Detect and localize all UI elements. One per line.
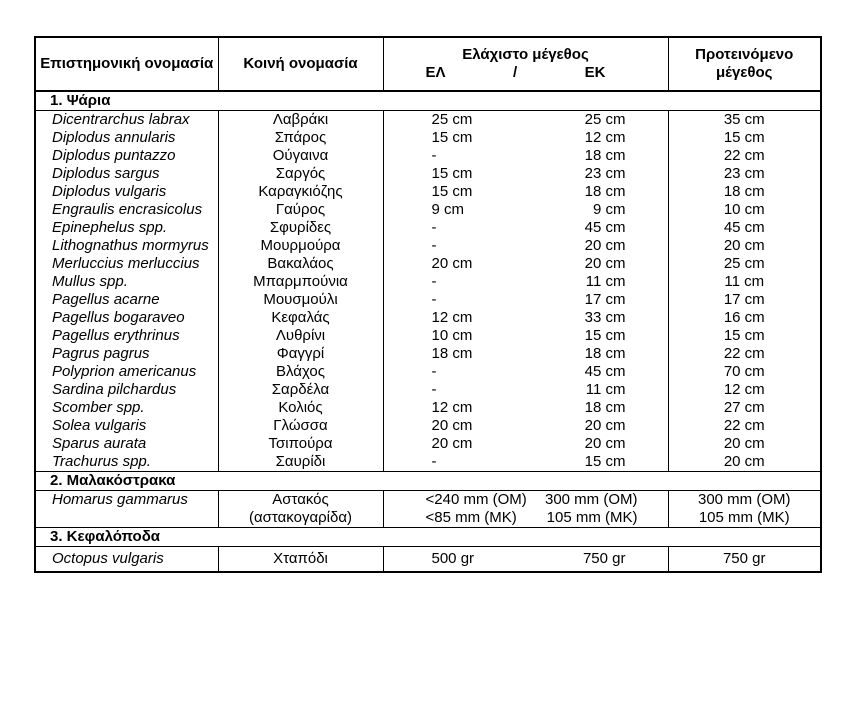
recommended-size: 18 cm <box>723 183 765 200</box>
common-name: Γαύρος <box>275 201 326 218</box>
table-row <box>35 417 821 435</box>
minimum-size-cell <box>383 147 668 165</box>
min-size-ek: 750 gr <box>582 550 626 567</box>
common-name-cell <box>218 363 383 381</box>
recommended-size-cell <box>668 309 821 327</box>
table-row <box>35 309 821 327</box>
minimum-size-cell <box>383 363 668 381</box>
minimum-size-cell <box>383 291 668 309</box>
min-size-el: - <box>431 381 437 398</box>
scientific-name-cell: Diplodus vulgaris <box>35 183 218 201</box>
common-name-cell <box>218 547 383 573</box>
recommended-size: 300 mm (ΟΜ) <box>697 491 791 508</box>
minimum-size-values <box>384 363 668 381</box>
recommended-size: 45 cm <box>723 219 765 236</box>
min-size-el: 15 cm <box>431 183 473 200</box>
recommended-size-cell <box>668 381 821 399</box>
common-name-cell <box>218 309 383 327</box>
min-size-el: 18 cm <box>431 345 473 362</box>
common-name-cell <box>218 399 383 417</box>
recommended-size: 15 cm <box>723 327 765 344</box>
common-name-cell <box>218 219 383 237</box>
minimum-size-values-2 <box>384 509 668 527</box>
common-name-note: (αστακογαρίδα) <box>248 509 353 526</box>
min-size-ek: 18 cm <box>584 399 626 416</box>
header-scientific-name: Επιστημονική ονομασία <box>35 37 218 91</box>
recommended-size: 25 cm <box>723 255 765 272</box>
min-size-el: - <box>431 237 437 254</box>
min-size-el: 15 cm <box>431 129 473 146</box>
minimum-size-values <box>384 435 668 453</box>
table-row <box>35 147 821 165</box>
minimum-size-cell <box>383 417 668 435</box>
minimum-size-values <box>384 417 668 435</box>
min-size-el: 12 cm <box>431 309 473 326</box>
common-name-cell <box>218 129 383 147</box>
table-row <box>35 165 821 183</box>
min-size-ek: 18 cm <box>584 345 626 362</box>
common-name-cell <box>218 381 383 399</box>
recommended-size: 20 cm <box>723 237 765 254</box>
recommended-size-cell <box>668 327 821 345</box>
header-minimum-size-sub <box>384 64 668 82</box>
common-name-cell <box>218 291 383 309</box>
min-size-el: <240 mm (ΟΜ) <box>425 491 527 508</box>
common-name: Μουσμούλι <box>263 291 338 308</box>
fish-size-table-container <box>34 36 820 573</box>
common-name: Μουρμούρα <box>260 237 341 254</box>
minimum-size-values <box>384 550 668 568</box>
minimum-size-cell <box>383 165 668 183</box>
minimum-size-values <box>384 327 668 345</box>
common-name-cell <box>218 111 383 130</box>
minimum-size-cell <box>383 327 668 345</box>
recommended-size-cell <box>668 399 821 417</box>
section-title: 2. Μαλακόστρακα <box>35 472 821 491</box>
common-name: Βλάχος <box>276 363 325 380</box>
common-name-cell <box>218 435 383 453</box>
minimum-size-cell <box>383 309 668 327</box>
scientific-name-cell: Lithognathus mormyrus <box>35 237 218 255</box>
min-size-el: 12 cm <box>431 399 473 416</box>
recommended-size-cell <box>668 417 821 435</box>
scientific-name-cell: Pagellus acarne <box>35 291 218 309</box>
common-name: Χταπόδι <box>273 550 328 567</box>
recommended-size-cell <box>668 219 821 237</box>
recommended-size-cell <box>668 237 821 255</box>
header-common-name: Κοινή ονομασία <box>218 37 383 91</box>
section-header-row <box>35 472 821 491</box>
recommended-size-cell <box>668 453 821 472</box>
recommended-size: 70 cm <box>723 363 765 380</box>
recommended-size: 23 cm <box>723 165 765 182</box>
scientific-name-cell: Pagrus pagrus <box>35 345 218 363</box>
scientific-name-cell: Octopus vulgaris <box>35 547 218 573</box>
table-row <box>35 255 821 273</box>
min-size-ek: 18 cm <box>584 147 626 164</box>
minimum-size-values <box>384 291 668 309</box>
recommended-size: 22 cm <box>723 345 765 362</box>
header-minimum-size <box>383 37 668 91</box>
scientific-name-cell: Sparus aurata <box>35 435 218 453</box>
scientific-name-cell: Homarus gammarus <box>35 491 218 528</box>
recommended-size: 10 cm <box>723 201 765 218</box>
common-name: Σαρδέλα <box>271 381 330 398</box>
minimum-size-values <box>384 165 668 183</box>
recommended-size: 20 cm <box>723 453 765 470</box>
common-name: Σφυρίδες <box>269 219 332 236</box>
common-name: Γλώσσα <box>273 417 328 434</box>
common-name-cell <box>218 417 383 435</box>
minimum-size-values <box>384 183 668 201</box>
min-size-el: 9 cm <box>431 201 465 218</box>
minimum-size-values <box>384 345 668 363</box>
minimum-size-cell <box>383 255 668 273</box>
min-size-ek: 18 cm <box>584 183 626 200</box>
scientific-name-cell: Diplodus sargus <box>35 165 218 183</box>
header-recommended-size: Προτεινόμενο μέγεθος <box>668 37 821 91</box>
min-size-el: 25 cm <box>431 111 473 128</box>
minimum-size-cell <box>383 237 668 255</box>
recommended-size: 750 gr <box>722 550 766 567</box>
scientific-name-cell: Dicentrarchus labrax <box>35 111 218 130</box>
common-name: Τσιπούρα <box>268 435 333 452</box>
min-size-el: - <box>431 147 437 164</box>
minimum-size-values <box>384 147 668 165</box>
recommended-size-cell <box>668 183 821 201</box>
recommended-size: 15 cm <box>723 129 765 146</box>
section-header-row <box>35 91 821 111</box>
min-size-el: 20 cm <box>431 255 473 272</box>
min-size-ek: 15 cm <box>584 327 626 344</box>
recommended-size-cell <box>668 345 821 363</box>
scientific-name-cell: Epinephelus spp. <box>35 219 218 237</box>
recommended-size-cell <box>668 363 821 381</box>
minimum-size-cell <box>383 111 668 130</box>
common-name: Καραγκιόζης <box>258 183 343 200</box>
min-size-el: - <box>431 273 437 290</box>
minimum-size-values <box>384 219 668 237</box>
scientific-name-cell: Polyprion americanus <box>35 363 218 381</box>
minimum-size-values <box>384 399 668 417</box>
common-name-cell <box>218 165 383 183</box>
min-size-ek: 12 cm <box>584 129 626 146</box>
min-size-ek: 20 cm <box>584 237 626 254</box>
minimum-size-cell <box>383 435 668 453</box>
table-row <box>35 291 821 309</box>
scientific-name-cell: Merluccius merluccius <box>35 255 218 273</box>
section-title: 3. Κεφαλόποδα <box>35 528 821 547</box>
minimum-size-cell <box>383 491 668 528</box>
common-name-cell <box>218 273 383 291</box>
header-separator: / <box>513 64 518 81</box>
recommended-size: 12 cm <box>723 381 765 398</box>
common-name-cell <box>218 183 383 201</box>
min-size-ek: 20 cm <box>584 417 626 434</box>
recommended-size-2: 105 mm (ΜΚ) <box>698 509 790 526</box>
scientific-name-cell: Pagellus bogaraveo <box>35 309 218 327</box>
scientific-name-cell: Diplodus annularis <box>35 129 218 147</box>
common-name-cell <box>218 345 383 363</box>
min-size-ek: 33 cm <box>584 309 626 326</box>
minimum-size-cell <box>383 183 668 201</box>
recommended-size: 16 cm <box>723 309 765 326</box>
minimum-size-cell <box>383 201 668 219</box>
recommended-size: 35 cm <box>723 111 765 128</box>
minimum-size-values <box>384 491 668 509</box>
min-size-el-2: <85 mm (ΜΚ) <box>425 509 517 526</box>
common-name: Αστακός <box>272 491 329 508</box>
common-name-cell <box>218 147 383 165</box>
scientific-name-cell: Mullus spp. <box>35 273 218 291</box>
min-size-ek: 25 cm <box>584 111 626 128</box>
common-name: Σαυρίδι <box>275 453 326 470</box>
common-name-cell <box>218 453 383 472</box>
min-size-el: - <box>431 291 437 308</box>
recommended-size: 27 cm <box>723 399 765 416</box>
table-row <box>35 237 821 255</box>
min-size-el: - <box>431 363 437 380</box>
min-size-el: 20 cm <box>431 417 473 434</box>
common-name: Ούγαινα <box>272 147 329 164</box>
recommended-size-cell <box>668 129 821 147</box>
min-size-ek: 300 mm (ΟΜ) <box>544 491 638 508</box>
common-name: Κολιός <box>278 399 323 416</box>
recommended-size: 22 cm <box>723 147 765 164</box>
scientific-name-cell: Trachurus spp. <box>35 453 218 472</box>
min-size-el: 10 cm <box>431 327 473 344</box>
recommended-size-cell <box>668 147 821 165</box>
common-name: Κεφαλάς <box>271 309 330 326</box>
table-row <box>35 111 821 130</box>
recommended-size-cell <box>668 201 821 219</box>
scientific-name-cell: Scomber spp. <box>35 399 218 417</box>
common-name: Φαγγρί <box>276 345 325 362</box>
table-row <box>35 327 821 345</box>
minimum-size-cell <box>383 399 668 417</box>
recommended-size: 17 cm <box>723 291 765 308</box>
recommended-size-cell <box>668 255 821 273</box>
minimum-size-cell <box>383 453 668 472</box>
table-row <box>35 363 821 381</box>
table-row <box>35 201 821 219</box>
min-size-ek: 17 cm <box>584 291 626 308</box>
common-name: Σπάρος <box>274 129 327 146</box>
common-name-cell <box>218 255 383 273</box>
fish-size-table <box>34 36 822 573</box>
common-name-cell <box>218 201 383 219</box>
recommended-size-cell <box>668 547 821 573</box>
minimum-size-values <box>384 111 668 129</box>
min-size-el: 20 cm <box>431 435 473 452</box>
table-row <box>35 491 821 528</box>
table-body <box>35 91 821 572</box>
min-size-ek: 45 cm <box>584 219 626 236</box>
common-name-cell <box>218 237 383 255</box>
minimum-size-values <box>384 381 668 399</box>
scientific-name-cell: Engraulis encrasicolus <box>35 201 218 219</box>
minimum-size-cell <box>383 273 668 291</box>
common-name-cell <box>218 491 383 528</box>
min-size-el: 500 gr <box>431 550 475 567</box>
table-row <box>35 129 821 147</box>
section-title: 1. Ψάρια <box>35 91 821 111</box>
recommended-size-cell <box>668 291 821 309</box>
minimum-size-cell <box>383 381 668 399</box>
table-row <box>35 547 821 573</box>
header-minimum-size-title: Ελάχιστο μέγεθος <box>462 46 589 63</box>
recommended-size: 22 cm <box>723 417 765 434</box>
min-size-ek: 23 cm <box>584 165 626 182</box>
min-size-ek: 15 cm <box>584 453 626 470</box>
recommended-size-cell <box>668 273 821 291</box>
section-header-row <box>35 528 821 547</box>
minimum-size-values <box>384 255 668 273</box>
minimum-size-cell <box>383 345 668 363</box>
minimum-size-cell <box>383 547 668 573</box>
common-name: Μπαρμπούνια <box>253 273 348 290</box>
minimum-size-values <box>384 129 668 147</box>
min-size-el: - <box>431 219 437 236</box>
min-size-ek: 20 cm <box>584 255 626 272</box>
recommended-size-cell <box>668 491 821 528</box>
header-el: ΕΛ <box>425 64 446 81</box>
table-row <box>35 381 821 399</box>
recommended-size-cell <box>668 435 821 453</box>
table-header-row <box>35 37 821 91</box>
minimum-size-cell <box>383 219 668 237</box>
common-name-cell <box>218 327 383 345</box>
min-size-el: - <box>431 453 437 470</box>
minimum-size-values <box>384 237 668 255</box>
scientific-name-cell: Solea vulgaris <box>35 417 218 435</box>
common-name: Λυθρίνι <box>275 327 326 344</box>
scientific-name-cell: Diplodus puntazzo <box>35 147 218 165</box>
recommended-size-cell <box>668 111 821 130</box>
scientific-name-cell: Pagellus erythrinus <box>35 327 218 345</box>
min-size-ek: 11 cm <box>585 273 626 290</box>
min-size-ek-2: 105 mm (ΜΚ) <box>546 509 638 526</box>
table-row <box>35 273 821 291</box>
minimum-size-values <box>384 201 668 219</box>
minimum-size-values <box>384 453 668 471</box>
table-row <box>35 399 821 417</box>
table-row <box>35 183 821 201</box>
table-row <box>35 453 821 472</box>
recommended-size: 20 cm <box>723 435 765 452</box>
common-name: Σαργός <box>275 165 326 182</box>
common-name: Βακαλάος <box>267 255 334 272</box>
minimum-size-values <box>384 273 668 291</box>
table-row <box>35 345 821 363</box>
min-size-ek: 20 cm <box>584 435 626 452</box>
recommended-size-cell <box>668 165 821 183</box>
recommended-size: 11 cm <box>724 273 765 290</box>
header-ek: ΕΚ <box>584 64 606 81</box>
min-size-el: 15 cm <box>431 165 473 182</box>
scientific-name-cell: Sardina pilchardus <box>35 381 218 399</box>
minimum-size-cell <box>383 129 668 147</box>
minimum-size-values <box>384 309 668 327</box>
min-size-ek: 9 cm <box>592 201 626 218</box>
table-row <box>35 219 821 237</box>
common-name: Λαβράκι <box>272 111 329 128</box>
min-size-ek: 45 cm <box>584 363 626 380</box>
table-row <box>35 435 821 453</box>
min-size-ek: 11 cm <box>585 381 626 398</box>
